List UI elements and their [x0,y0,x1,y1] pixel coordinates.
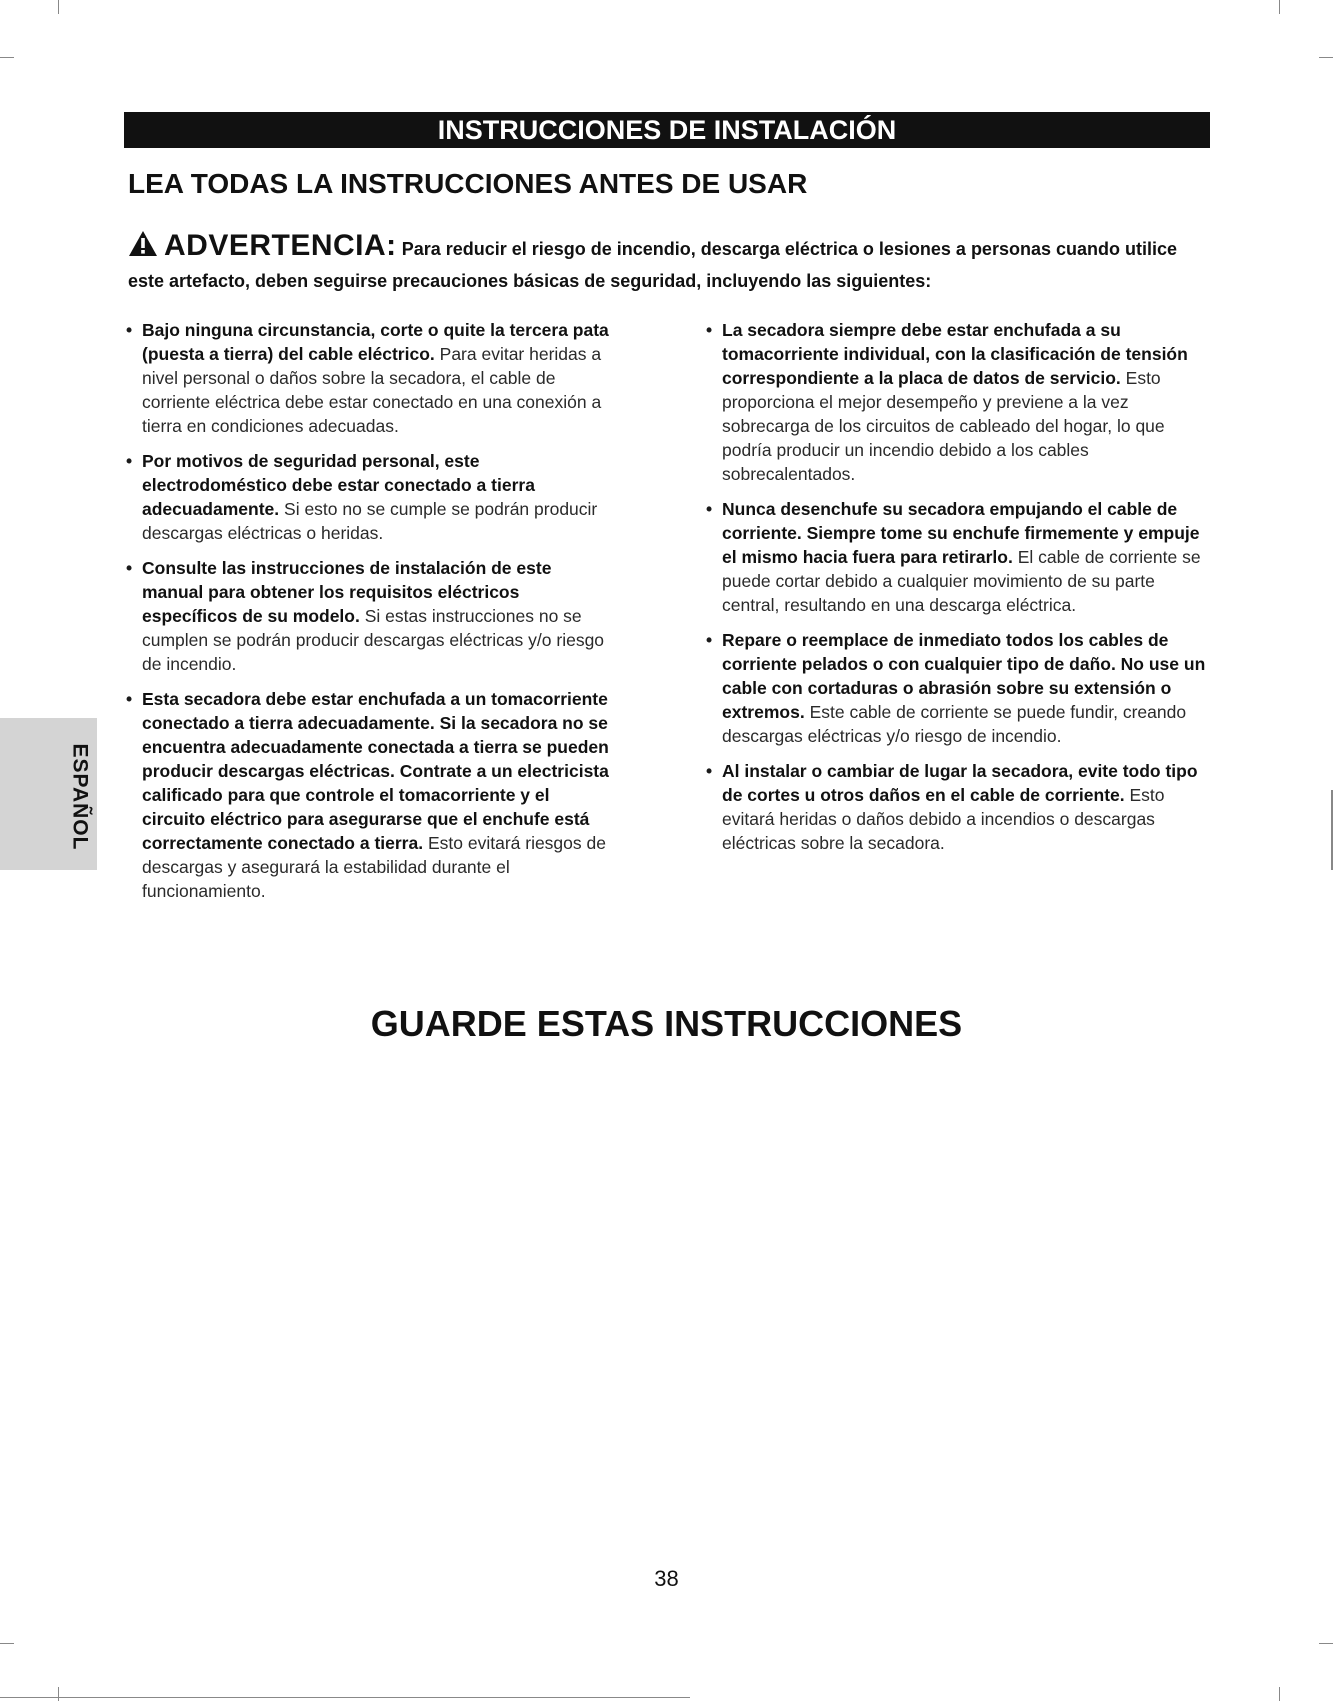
crop-mark [1319,57,1333,58]
section-header-title: INSTRUCCIONES DE INSTALACIÓN [437,115,897,145]
item-text: Si esto no se cumple se podrán producir descargas eléctricas o heridas. [142,499,598,543]
item-text: Para evitar heridas a nivel personal o daños sobre la secadora, el cable de corriente eléctrica debe estar conectado en una conexión a tierra en condiciones adecuadas. [142,344,602,436]
warning-triangle-icon [128,230,158,266]
list-item [706,628,1216,748]
item-text: El cable de corriente se puede cortar debido a cualquier movimiento de su parte central, resultando en una descarga eléctrica. [722,547,1201,615]
bullet: • [706,761,713,781]
bottom-rule [0,1697,690,1698]
bullet: • [126,558,133,578]
item-text: Este cable de corriente se puede fundir, creando descargas eléctricas y/o riesgo de incendio. [722,702,1187,746]
crop-mark [58,1687,59,1701]
crop-mark [1319,1643,1333,1644]
section-header-bar [124,112,1210,148]
bullet: • [126,451,133,471]
item-bold-text: Nunca desenchufe su secadora empujando el cable de corriente. Siempre tome su enchufe firmemente y empuje el mismo hacia fuera para retirarlo. [722,499,1200,567]
item-bold-text: Por motivos de seguridad personal, este electrodoméstico debe estar conectado a tierra adecuadamente. [142,451,535,519]
right-column [706,318,1216,866]
list-item [126,318,616,438]
item-bold-text: Bajo ninguna circunstancia, corte o quite la tercera pata (puesta a tierra) del cable eléctrico. [142,320,609,364]
crop-mark [0,57,14,58]
crop-mark [1279,0,1280,14]
left-column [126,318,616,914]
list-item [126,449,616,545]
item-bold-text: La secadora siempre debe estar enchufada a su tomacorriente individual, con la clasificación de tensión correspondiente a la placa de datos de servicio. [722,320,1188,388]
list-item [706,497,1216,617]
footer-title: GUARDE ESTAS INSTRUCCIONES [370,1003,963,1044]
list-item [706,759,1216,855]
crop-mark [58,0,59,14]
list-item [126,687,616,903]
crop-mark [0,1643,14,1644]
item-text: Esto evitará heridas o daños debido a incendios o descargas eléctricas sobre la secadora. [722,785,1165,853]
item-text: Si estas instrucciones no se cumplen se podrán producir descargas eléctricas y/o riesgo de incendio. [142,606,605,674]
page-subtitle: LEA TODAS LA INSTRUCCIONES ANTES DE USAR [128,168,808,199]
warning-title: ADVERTENCIA: [164,229,397,262]
item-bold-text: Esta secadora debe estar enchufada a un tomacorriente conectado a tierra adecuadamente. Si la secadora no se encuentra adecuadamente conectada a tierra se pueden producir descargas eléctricas. Contrate a un electricista calificado para que controle el tomacorriente y el circuito eléctrico para asegurarse que el enchufe está correctamente conectado a tierra. [142,689,609,853]
warning-block [128,230,1208,296]
bullet: • [706,320,713,340]
bullet: • [706,499,713,519]
item-text: Esto proporciona el mejor desempeño y previene a la vez sobrecarga de los circuitos de cableado del hogar, lo que podría producir un incendio debido a los cables sobrecalentados. [722,368,1165,484]
item-bold-text: Al instalar o cambiar de lugar la secadora, evite todo tipo de cortes u otros daños en el cable de corriente. [722,761,1198,805]
item-text: Esto evitará riesgos de descargas y asegurará la estabilidad durante el funcionamiento. [142,833,606,901]
language-label: ESPAÑOL [68,743,91,851]
list-item [126,556,616,676]
page-number: 38 [654,1566,679,1591]
list-item [706,318,1216,486]
bullet: • [126,320,133,340]
crop-mark [1279,1687,1280,1701]
bullet: • [706,630,713,650]
bullet: • [126,689,133,709]
warning-text: Para reducir el riesgo de incendio, descarga eléctrica o lesiones a personas cuando utilice este artefacto, deben seguirse precauciones básicas de seguridad, incluyendo las siguientes: [128,239,1177,291]
item-bold-text: Repare o reemplace de inmediato todos los cables de corriente pelados o con cualquier tipo de daño. No use un cable con cortaduras o abrasión sobre su extensión o extremos. [722,630,1206,722]
language-tab-label [61,722,97,872]
item-bold-text: Consulte las instrucciones de instalación de este manual para obtener los requisitos eléctricos específicos de su modelo. [142,558,552,626]
